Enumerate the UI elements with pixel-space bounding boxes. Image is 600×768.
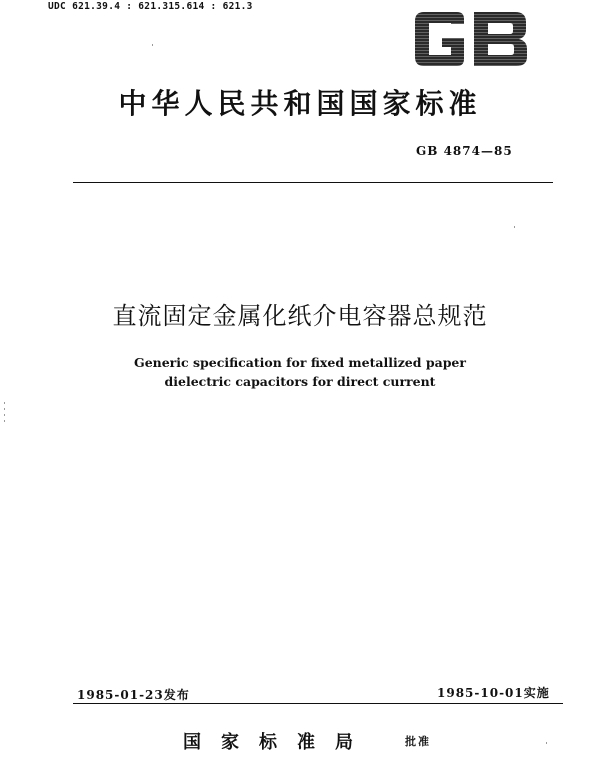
- approval-label: 批准: [405, 735, 431, 748]
- national-standard-title: 中华人民共和国国家标准: [118, 87, 482, 120]
- implementation-date: 1985-10-01实施: [437, 686, 550, 700]
- scan-speck: [4, 414, 5, 416]
- footer-divider: [73, 703, 563, 704]
- standard-number: GB 4874—85: [416, 144, 513, 158]
- scan-speck: [152, 44, 153, 46]
- udc-classification: UDC 621.39.4 : 621.315.614 : 621.3: [48, 1, 253, 12]
- header-divider: [73, 182, 553, 183]
- issue-date: 1985-01-23发布: [77, 688, 190, 702]
- scan-speck: [4, 408, 5, 410]
- english-title: [0, 353, 600, 391]
- issuing-bureau: 国家标准局: [183, 732, 373, 753]
- scan-speck: [546, 742, 547, 744]
- scan-speck: [514, 226, 515, 228]
- scan-speck: [4, 402, 5, 404]
- chinese-title: 直流固定金属化纸介电容器总规范: [112, 302, 488, 330]
- english-title-line-1: Generic specification for fixed metallized paper: [134, 355, 466, 370]
- gb-logo-icon: [412, 10, 530, 68]
- scan-speck: [4, 420, 5, 422]
- english-title-line-2: dielectric capacitors for direct current: [164, 374, 436, 389]
